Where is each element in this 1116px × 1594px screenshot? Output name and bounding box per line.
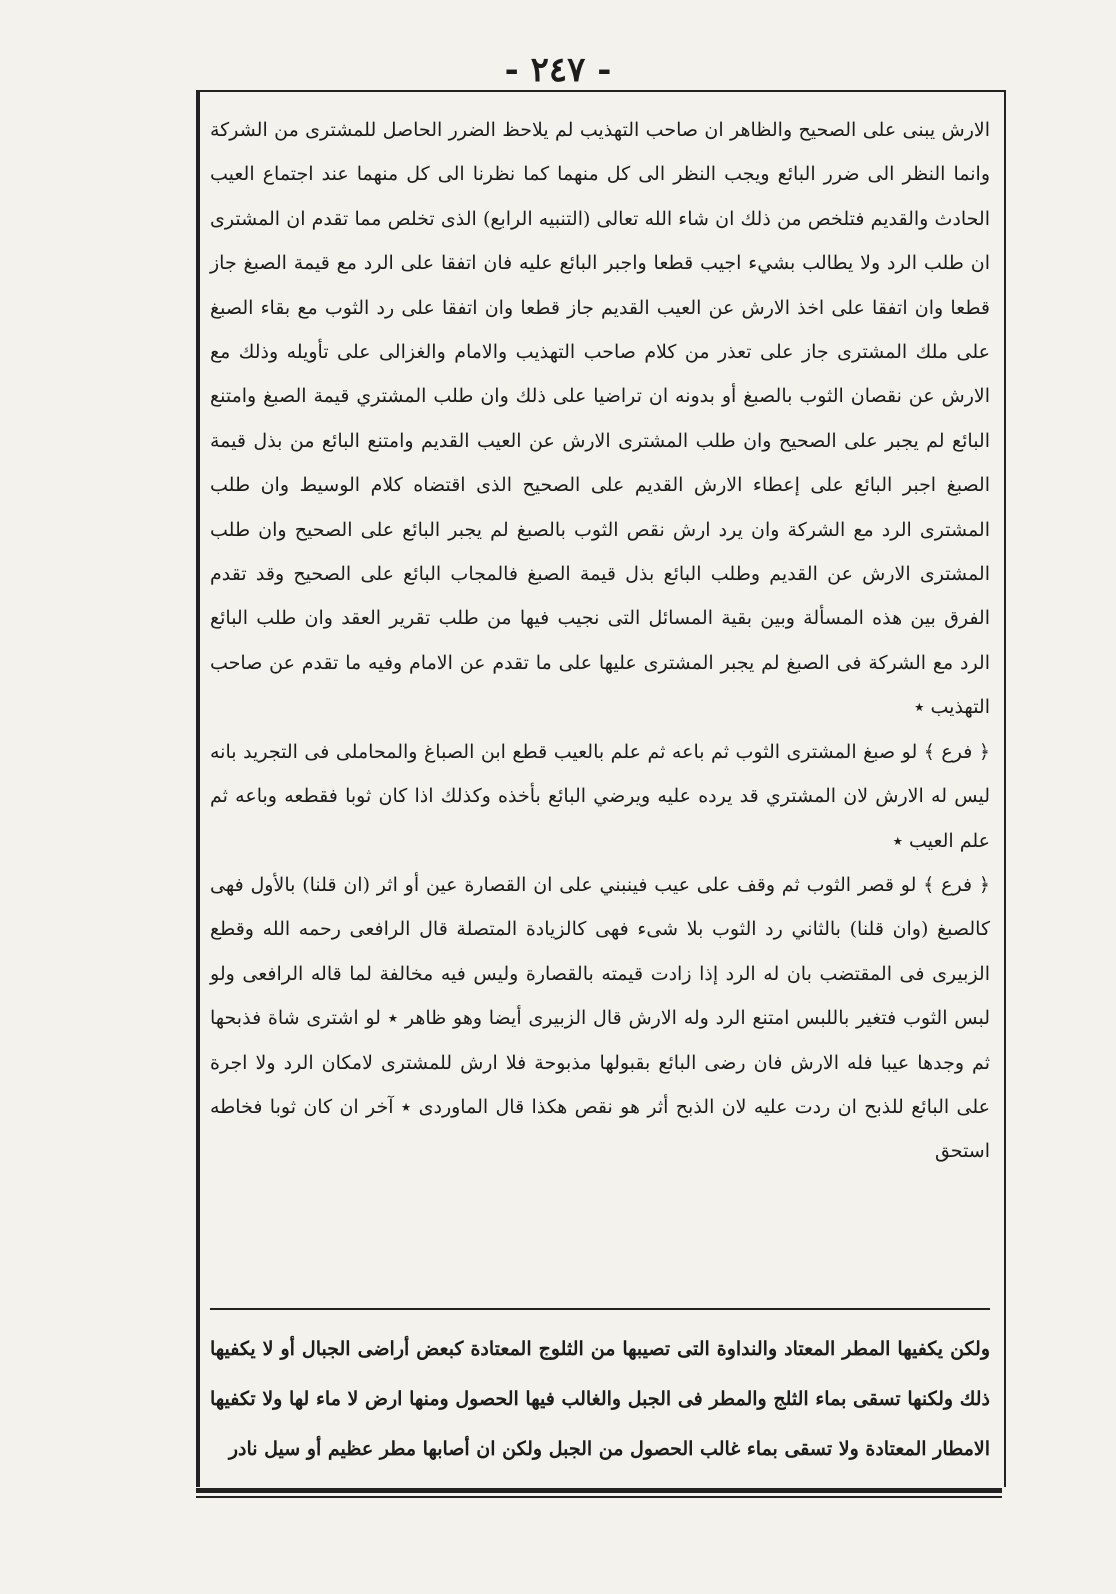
main-paragraph-3: ﴿ فرع ﴾ لو قصر الثوب ثم وقف على عيب فينبني على ان القصارة عين أو اثر (ان قلنا) بالأول فهى كالصبغ (وان قلنا) بالثاني رد الثوب بلا شىء فهى كالزيادة المتصلة قال الرافعى رحمه الله وقطع الزبيرى فى المقتضب بان له الرد إذا زادت قيمته بالقصارة وليس فيه مخالفة لما قاله الرافعى ولو لبس الثوب فتغير باللبس امتنع الرد وله الارش قال الزبيرى أيضا وهو ظاهر ٭ لو اشترى شاة فذبحها ثم وجدها عيبا فله الارش فان رضى البائع بقبولها مذبوحة فلا ارش للمشترى لامكان الرد ولا اجرة على البائع للذبح ان ردت عليه لان الذبح أثر هو نقص هكذا قال الماوردى ٭ آخر ان كان ثوبا فخاطه استحق (210, 873, 990, 1163)
footnote-divider (210, 1308, 990, 1310)
frame-bottom-rule-thin (196, 1496, 1002, 1498)
main-paragraph-2: ﴿ فرع ﴾ لو صبغ المشترى الثوب ثم باعه ثم علم بالعيب قطع ابن الصباغ والمحاملى فى التجريد بانه ليس له الارش لان المشتري قد يرده عليه ويرضي البائع بأخذه وكذلك اذا كان ثوبا فقطعه وباعه ثم علم العيب ٭ (210, 740, 990, 852)
main-paragraph-1: الارش يبنى على الصحيح والظاهر ان صاحب التهذيب لم يلاحظ الضرر الحاصل للمشترى من الشركة وانما النظر الى ضرر البائع ويجب النظر الى كل منهما كما نظرنا الى كل منهما عند اجتماع العيب الحادث والقديم فتلخص من ذلك ان شاء الله تعالى (التنبيه الرابع) الذى تخلص مما تقدم ان المشترى ان طلب الرد ولا يطالب بشيء اجيب قطعا واجبر البائع عليه فان اتفقا على الرد مع قيمة الصبغ جاز قطعا وان اتفقا على اخذ الارش عن العيب القديم جاز قطعا وان اتفقا على رد الثوب مع بقاء الصبغ على ملك المشترى جاز على تعذر من كلام صاحب التهذيب والامام والغزالى على تأويله وذلك مع الارش عن نقصان الثوب بالصبغ أو بدونه ان تراضيا على ذلك وان طلب المشتري قيمة الصبغ وامتنع البائع لم يجبر على الصحيح وان طلب المشترى الارش عن العيب القديم وامتنع البائع من بذل قيمة الصبغ اجبر البائع على إعطاء الارش القديم على الصحيح الذى اقتضاه كلام الوسيط وان طلب المشترى الرد مع الشركة وان يرد ارش نقص الثوب بالصبغ لم يجبر البائع على الصحيح وان طلب المشترى الارش عن القديم وطلب البائع بذل قيمة الصبغ فالمجاب البائع على الصحيح وقد تقدم الفرق بين هذه المسألة وبين بقية المسائل التى نجيب فيها من طلب تقرير العقد وان طلب البائع الرد مع الشركة فى الصبغ لم يجبر المشترى عليها على ما تقدم عن الامام وفيه ما تقدم عن صاحب التهذيب ٭ (210, 119, 990, 719)
page-number: - ٢٤٧ - (504, 50, 612, 90)
footnote-text (210, 1324, 990, 1474)
frame-bottom-rule (196, 1488, 1002, 1493)
footnote-paragraph: ولكن يكفيها المطر المعتاد والنداوة التى تصيبها من الثلوج المعتادة كبعض أراضى الجبال أو لا يكفيها ذلك ولكنها تسقى بماء الثلج والمطر فى الجبل والغالب فيها الحصول ومنها ارض لا ماء لها ولا تكفيها الامطار المعتادة ولا تسقى بماء غالب الحصول من الجبل ولكن ان أصابها مطر عظيم أو سيل نادر (210, 1338, 990, 1460)
main-text (210, 108, 990, 1174)
